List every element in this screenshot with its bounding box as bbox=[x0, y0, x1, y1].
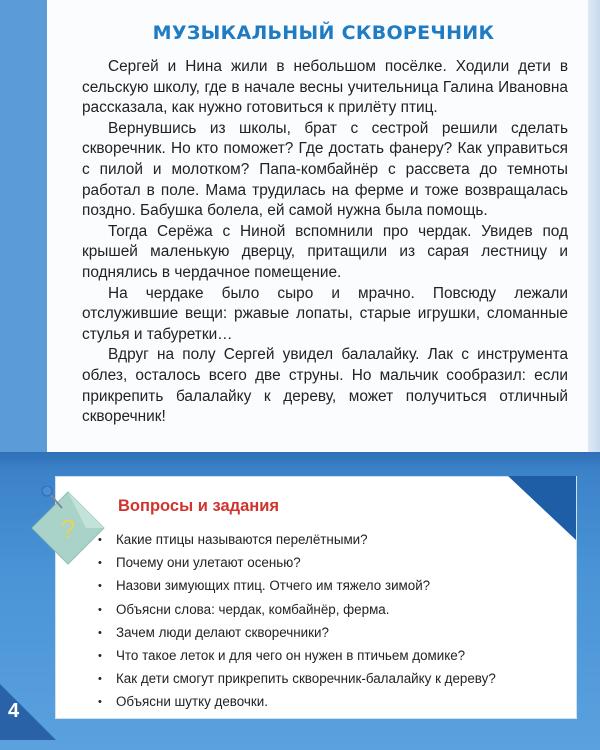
question-text: Какие птицы называются перелётными? bbox=[116, 532, 368, 547]
list-item bbox=[98, 576, 496, 599]
list-item bbox=[98, 623, 496, 646]
page-number: 4 bbox=[8, 700, 20, 722]
question-text: Зачем люди делают скворечники? bbox=[116, 624, 329, 640]
story-paragraph: Сергей и Нина жили в небольшом посёлке. Ходили дети в сельскую школу, где в начале весны учительница Галина Ивановна рассказала, как нужно готовиться к прилёту птиц. bbox=[82, 58, 568, 117]
list-item bbox=[98, 669, 496, 692]
bullet: • bbox=[98, 696, 102, 709]
panel-edge bbox=[588, 0, 600, 452]
question-text: Объясни слова: чердак, комбайнёр, ферма. bbox=[116, 601, 390, 617]
card-corner-fold bbox=[508, 460, 588, 540]
bullet: • bbox=[98, 649, 102, 662]
story-text bbox=[82, 57, 568, 428]
question-text: Что такое леток и для чего он нужен в птичьем домике? bbox=[116, 647, 466, 663]
story-paragraph: Вернувшись из школы, брат с сестрой решили сделать скворечник. Но кто поможет? Где достать фанеру? Как управиться с пилой и молотком? Папа-комбайнёр с рассвета до темноты работал в поле. Мама трудилась на ферме и тоже возвращалась поздно. Бабушка болела, ей самой нужна была помощь. bbox=[82, 119, 568, 220]
bullet: • bbox=[98, 673, 102, 686]
story-paragraph: Тогда Серёжа с Ниной вспомнили про чердак. Увидев под крышей маленькую дверцу, притащили из сарая лестницу и поднялись в чердачное помещение. bbox=[82, 222, 568, 281]
list-item bbox=[98, 692, 496, 715]
questions-list bbox=[98, 530, 496, 716]
question-text: Объясни шутку девочки. bbox=[116, 694, 268, 710]
question-text: Как дети смогут прикрепить скворечник-балалайку к дереву? bbox=[116, 671, 496, 687]
question-text: Назови зимующих птиц. Отчего им тяжело зимой? bbox=[116, 578, 431, 594]
list-item bbox=[98, 553, 496, 576]
question-text: Почему они улетают осенью? bbox=[116, 555, 301, 571]
bullet: • bbox=[98, 534, 102, 546]
bullet: • bbox=[98, 557, 102, 570]
story-paragraph: На чердаке было сыро и мрачно. Повсюду лежали отслужившие вещи: ржавые лопаты, старые игрушки, сломанные стулья и табуретки… bbox=[82, 284, 568, 343]
list-item bbox=[98, 530, 496, 553]
list-item bbox=[98, 646, 496, 669]
bullet: • bbox=[98, 626, 102, 639]
bullet: • bbox=[98, 580, 102, 593]
bullet: • bbox=[98, 603, 102, 616]
question-mark-glyph: ? bbox=[60, 514, 76, 544]
list-item bbox=[98, 600, 496, 623]
story-paragraph: Вдруг на полу Сергей увидел балалайку. Лак с инструмента облез, осталось всего две струны. Но мальчик сообразил: если прикрепить балалайку к дереву, может получиться отличный скворечник! bbox=[82, 346, 568, 426]
questions-title: Вопросы и задания bbox=[118, 497, 280, 515]
page-title: МУЗЫКАЛЬНЫЙ СКВОРЕЧНИК bbox=[152, 22, 495, 44]
